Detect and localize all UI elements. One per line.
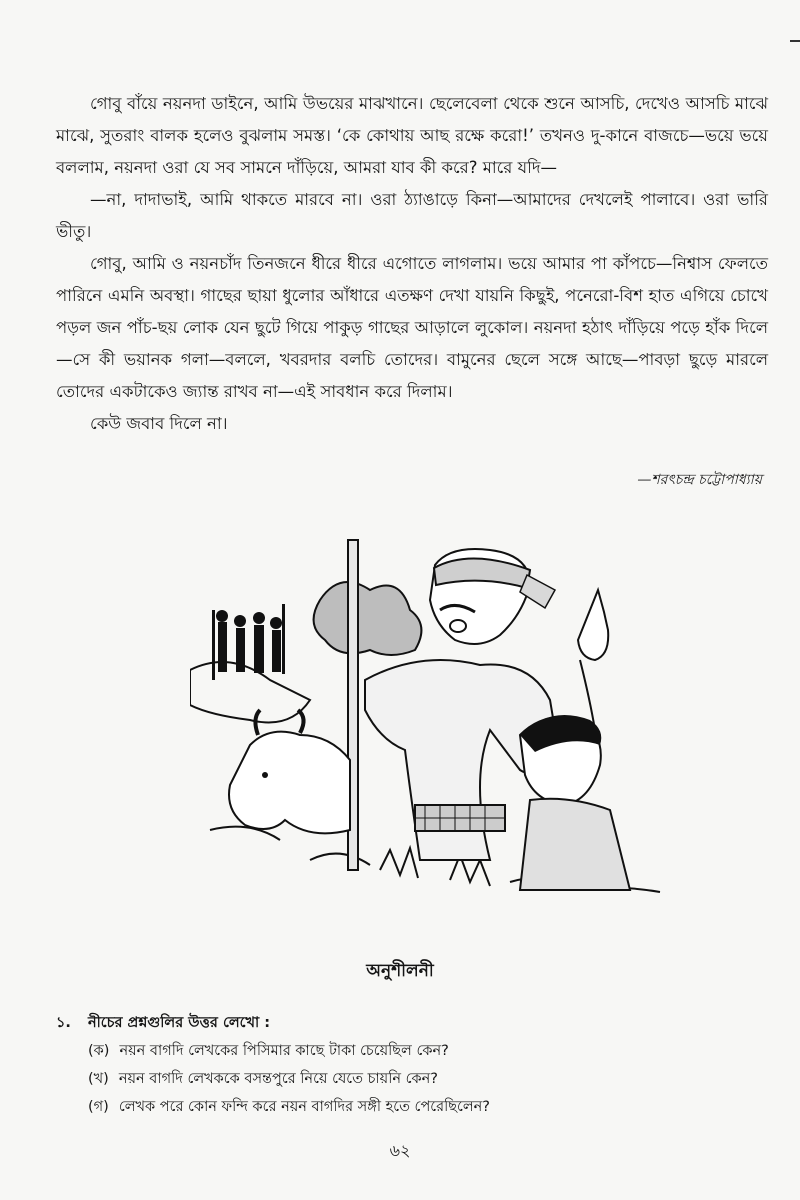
author-credit: —শরৎচন্দ্র চট্টোপাধ্যায় <box>637 472 762 488</box>
question-number: ১. <box>56 1015 71 1031</box>
question-text: নয়ন বাগদি লেখকের পিসিমার কাছে টাকা চেয়েছিল কেন? <box>119 1043 449 1059</box>
question-label: (খ) <box>88 1071 109 1087</box>
page-number: ৬২ <box>389 1141 411 1160</box>
story-paragraph-1: গোবু বাঁয়ে নয়নদা ডাইনে, আমি উভয়ের মাঝখানে। ছেলেবেলা থেকে শুনে আসচি, দেখেও আসচি মাঝে মাঝে, সুতরাং বালক হলেও বুঝলাম সমস্ত। ‘কে কোথায় আছ রক্ষে করো!’ তখনও দু-কানে বাজচে—ভয়ে ভয়ে বললাম, নয়নদা ওরা যে সব সামনে দাঁড়িয়ে, আমরা যাব কী করে? মারে যদি— <box>56 94 768 177</box>
story-text <box>56 88 768 440</box>
question-item-ka <box>88 1040 449 1064</box>
story-illustration <box>190 530 670 910</box>
question-text: নয়ন বাগদি লেখককে বসন্তপুরে নিয়ে যেতে চায়নি কেন? <box>118 1071 438 1087</box>
corner-mark <box>790 40 800 42</box>
story-paragraph-4: কেউ জবাব দিলে না। <box>90 414 228 433</box>
story-paragraph-2: —না, দাদাভাই, আমি থাকতে মারবে না। ওরা ঠ্যাঙাড়ে কিনা—আমাদের দেখলেই পালাবে। ওরা ভারি ভীতু। <box>56 190 768 241</box>
question-heading: নীচের প্রশ্নগুলির উত্তর লেখো : <box>88 1015 271 1031</box>
question-item-kha <box>88 1068 438 1092</box>
question-label: (ক) <box>88 1043 110 1059</box>
story-paragraph-3: গোবু, আমি ও নয়নচাঁদ তিনজনে ধীরে ধীরে এগোতে লাগলাম। ভয়ে আমার পা কাঁপচে—নিশ্বাস ফেলতে পারিনে এমনি অবস্থা। গাছের ছায়া ধুলোর আঁধারে এতক্ষণ দেখা যায়নি কিছুই, পনেরো-বিশ হাত এগিয়ে চোখে পড়ল জন পাঁচ-ছয় লোক যেন ছুটে গিয়ে পাকুড় গাছের আড়ালে লুকোল। নয়নদা হঠাৎ দাঁড়িয়ে পড়ে হাঁক দিলে—সে কী ভয়ানক গলা—বললে, খবরদার বলচি তোদের। বামুনের ছেলে সঙ্গে আছে—পাবড়া ছুড়ে মারলে তোদের একটাকেও জ্যান্ত রাখব না—এই সাবধান করে দিলাম। <box>56 254 768 401</box>
exercise-title: অনুশীলনী <box>366 961 434 981</box>
question-text: লেখক পরে কোন ফন্দি করে নয়ন বাগদির সঙ্গী হতে পেরেছিলেন? <box>118 1099 491 1115</box>
thugs-silhouettes <box>212 604 285 680</box>
raised-hand <box>578 590 608 660</box>
question-label: (গ) <box>88 1099 109 1115</box>
cow-figure <box>229 710 350 833</box>
boy-figure <box>520 715 630 890</box>
man-head <box>430 549 555 644</box>
question-item-ga <box>88 1096 490 1120</box>
